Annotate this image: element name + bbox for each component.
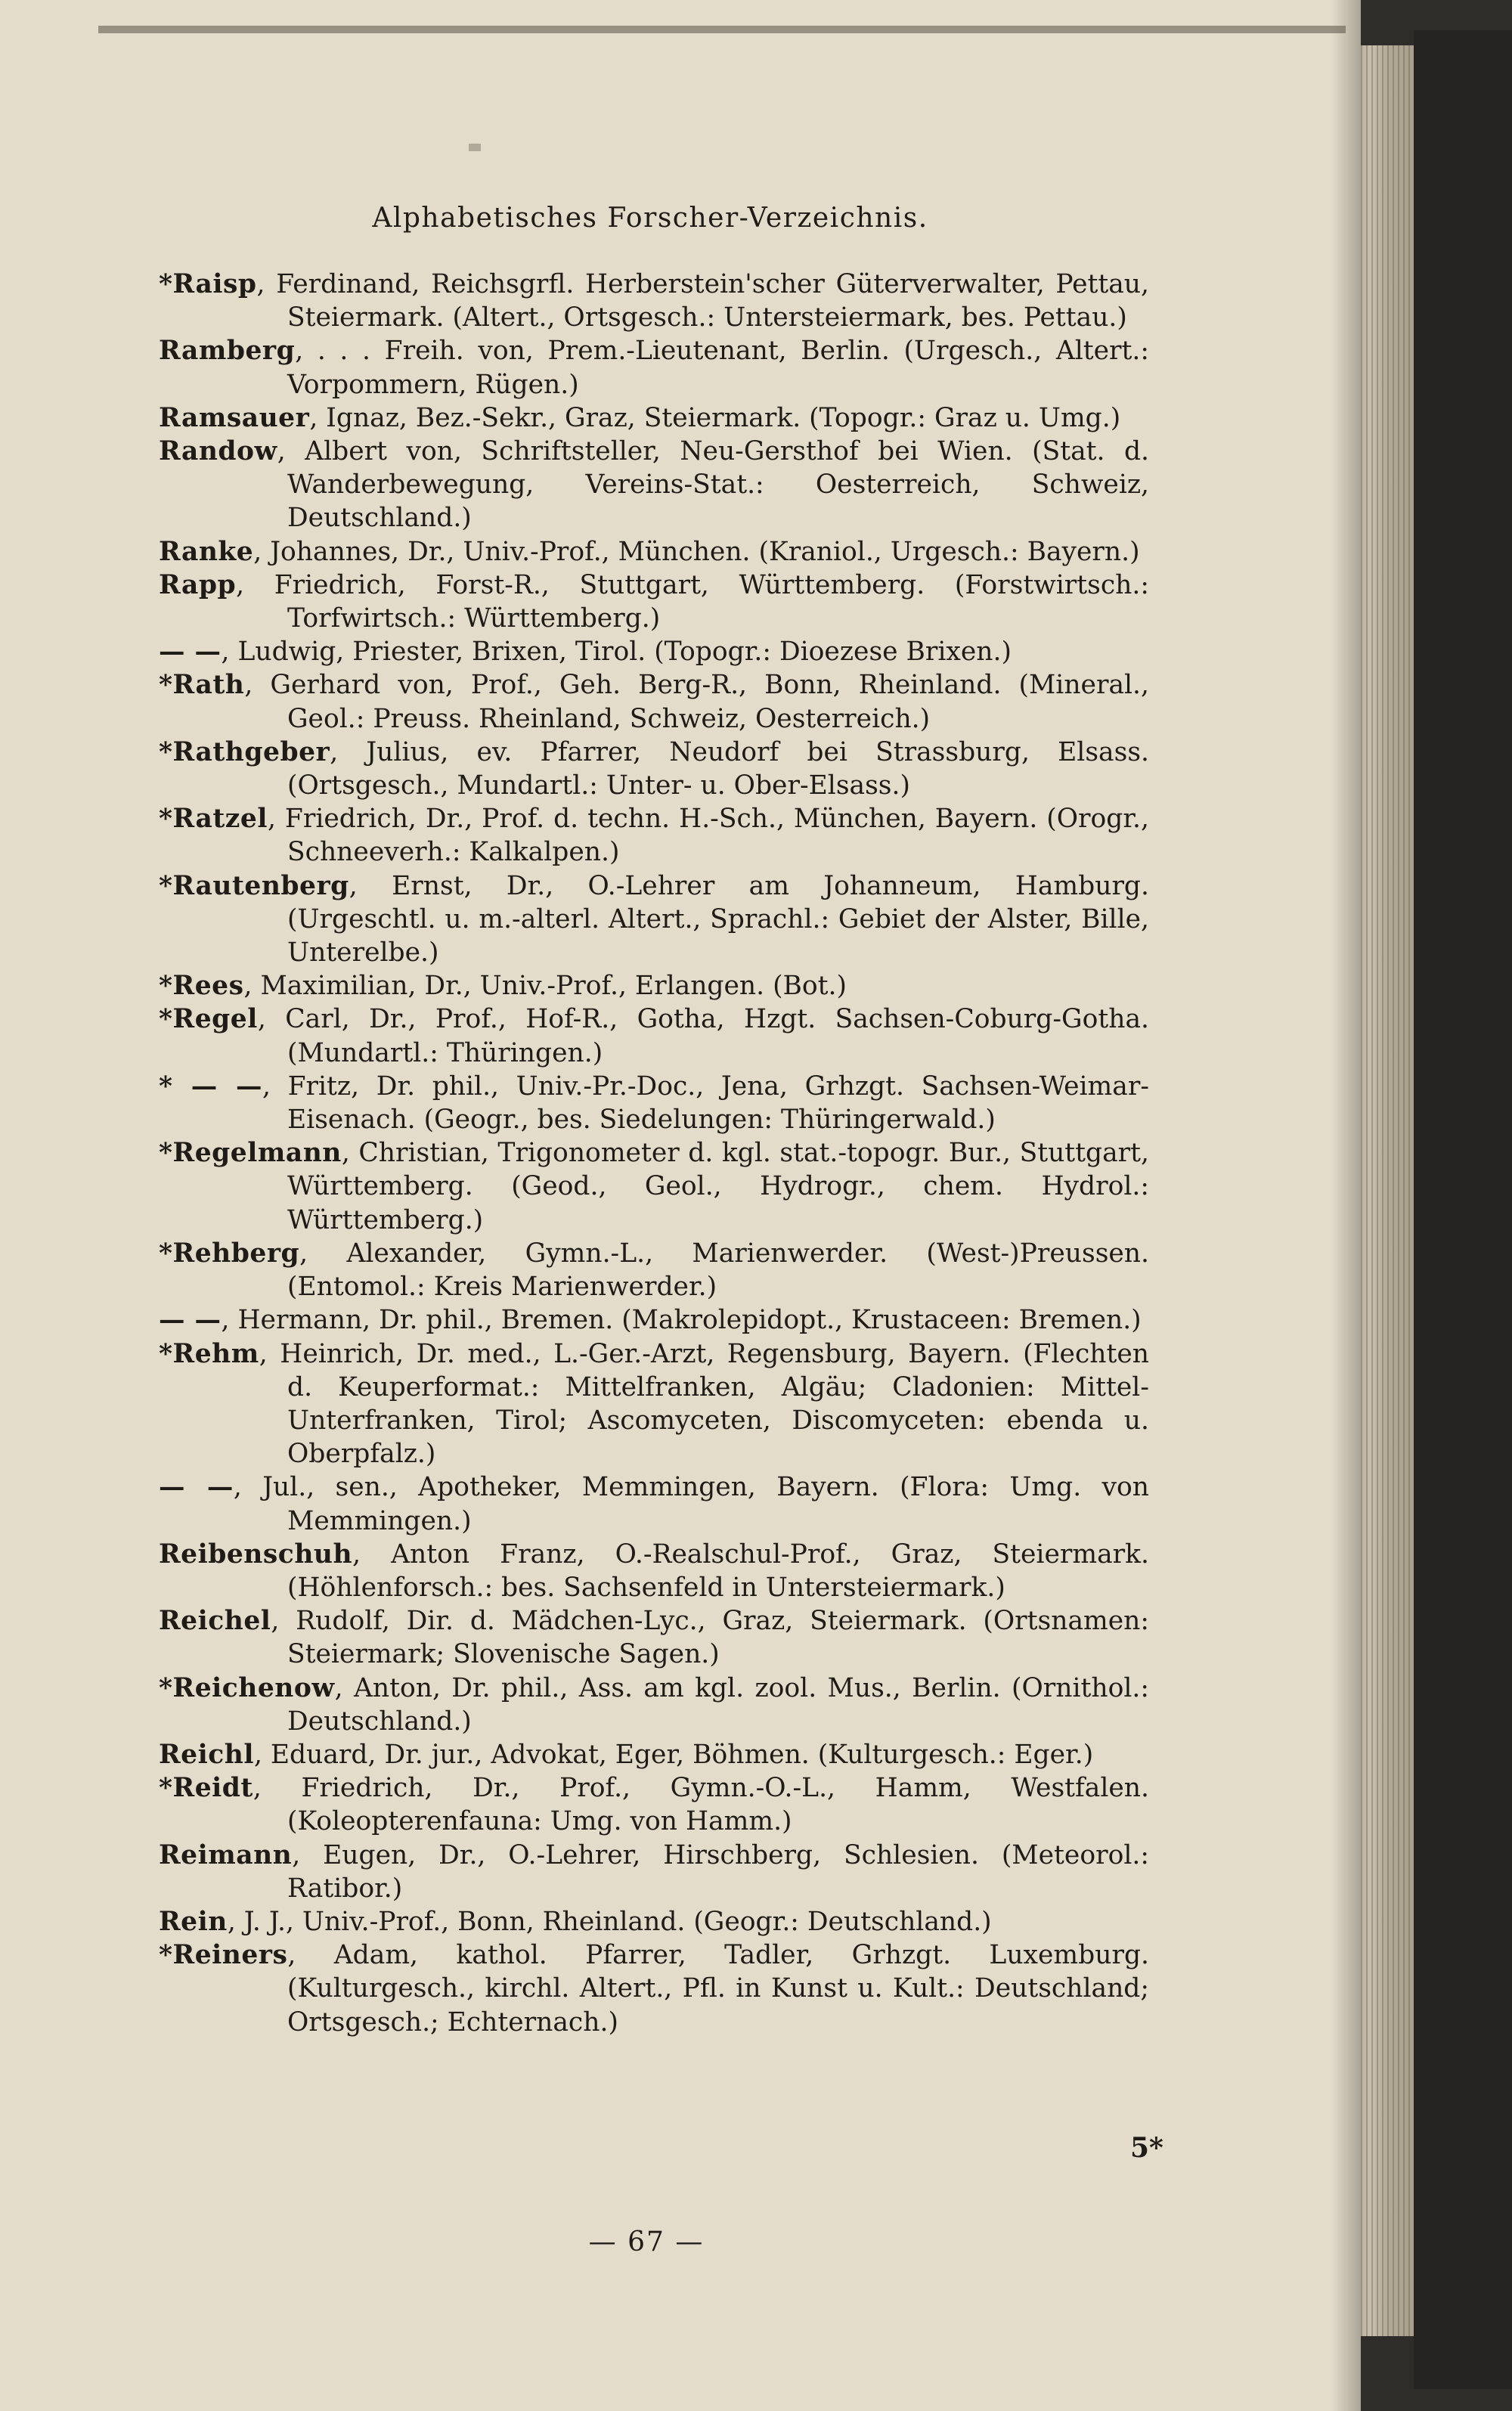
page-number: — 67 — [588,2227,705,2258]
book-cover-edge [1414,30,1512,2389]
entry-name: — — [159,637,222,668]
entry-text: , Christian, Trigonometer d. kgl. stat.-topogr. Bur., Stuttgart, Württemberg. (Geod., Geol., Hydrogr., chem. Hydrol.: Württemberg.) [287,1138,1149,1235]
entry-text: , Rudolf, Dir. d. Mädchen-Lyc., Graz, Steiermark. (Ortsnamen: Steiermark; Slovenische Sagen.) [271,1606,1149,1670]
entry-text: , Friedrich, Dr., Prof. d. techn. H.-Sch., München, Bayern. (Orogr., Schneeverh.: Kalkalpen.) [267,804,1149,868]
list-item [159,435,1149,535]
list-item [159,736,1149,802]
list-item [159,1738,1149,1771]
entry-name: *Rath [159,670,245,701]
entry-name: *Reiners [159,1940,288,1971]
entry-name: *Reichenow [159,1672,335,1703]
entry-name: *Regel [159,1004,258,1035]
entry-text: , Gerhard von, Prof., Geh. Berg-R., Bonn, Rheinland. (Mineral., Geol.: Preuss. Rheinland, Schweiz, Oesterreich.) [244,670,1149,734]
list-item [159,635,1149,668]
list-item [159,668,1149,735]
list-item [159,401,1149,435]
entry-name: Ramsauer [159,402,310,433]
entry-name: *Rehberg [159,1238,300,1269]
entry-name: Rapp [159,569,237,600]
entry-text: , Ferdinand, Reichsgrfl. Herberstein'scher Güterverwalter, Pettau, Steiermark. (Altert., Ortsgesch.: Untersteiermark, bes. Pettau.) [256,269,1149,333]
entry-text: , Carl, Dr., Prof., Hof-R., Gotha, Hzgt. Sachsen-Coburg-Gotha. (Mundartl.: Thüringen.) [257,1004,1149,1068]
entry-list [159,268,1149,2039]
list-item [159,1237,1149,1303]
entry-text: , J. J., Univ.-Prof., Bonn, Rheinland. (Geogr.: Deutschland.) [227,1906,992,1937]
entry-text: , . . . Freih. von, Prem.-Lieutenant, Berlin. (Urgesch., Altert.: Vorpommern, Rügen.) [287,336,1149,400]
entry-name: *Rehm [159,1338,259,1369]
entry-text: , Eugen, Dr., O.-Lehrer, Hirschberg, Schlesien. (Meteorol.: Ratibor.) [287,1839,1149,1904]
top-rule [98,26,1346,33]
list-item [159,569,1149,635]
entry-name: *Rees [159,971,244,1002]
entry-text: , Eduard, Dr. jur., Advokat, Eger, Böhmen. (Kulturgesch.: Eger.) [253,1739,1094,1770]
entry-text: , Anton, Dr. phil., Ass. am kgl. zool. Mus., Berlin. (Ornithol.: Deutschland.) [287,1672,1149,1737]
list-item [159,1136,1149,1237]
entry-name: Reimann [159,1839,293,1870]
list-item [159,1003,1149,1069]
entry-text: , Alexander, Gymn.-L., Marienwerder. (West-)Preussen. (Entomol.: Kreis Marienwerder.) [287,1238,1149,1303]
entry-name: *Ratzel [159,804,268,835]
list-item [159,1070,1149,1136]
list-item [159,1538,1149,1604]
signature-mark: 5* [1130,2132,1163,2164]
list-item [159,1938,1149,2039]
entry-name: *Rathgeber [159,736,330,767]
list-item [159,1771,1149,1838]
entry-text: , Julius, ev. Pfarrer, Neudorf bei Strassburg, Elsass. (Ortsgesch., Mundartl.: Unter- u. Ober-Elsass.) [287,736,1149,801]
entry-text: , Fritz, Dr. phil., Univ.-Pr.-Doc., Jena, Grhzgt. Sachsen-Weimar-Eisenach. (Geogr., bes. Siedelungen: Thüringerwald.) [262,1071,1149,1136]
page-stack-lines [1361,45,1414,2336]
entry-text: , Heinrich, Dr. med., L.-Ger.-Arzt, Regensburg, Bayern. (Flechten d. Keuperformat.: Mittelfranken, Algäu; Cladonien: Mittel-Unterfranken, Tirol; Ascomyceten, Discomyceten: ebenda u. Oberpfalz.) [259,1338,1149,1470]
entry-text: , Johannes, Dr., Univ.-Prof., München. (Kraniol., Urgesch.: Bayern.) [253,536,1140,567]
entry-name: Randow [159,436,277,467]
list-item [159,1470,1149,1537]
entry-name: Reichel [159,1606,271,1637]
entry-text: , Friedrich, Dr., Prof., Gymn.-O.-L., Hamm, Westfalen. (Koleopterenfauna: Umg. von Hamm.) [253,1773,1149,1837]
list-item [159,1905,1149,1938]
entry-name: Rein [159,1906,228,1937]
page-title: Alphabetisches Forscher-Verzeichnis. [372,203,928,234]
entry-name: Reichl [159,1739,254,1770]
entry-text: , Hermann, Dr. phil., Bremen. (Makrolepidopt., Krustaceen: Bremen.) [221,1305,1142,1336]
entry-text: , Ignaz, Bez.-Sekr., Graz, Steiermark. (Topogr.: Graz u. Umg.) [309,402,1121,433]
entry-name: Ramberg [159,336,296,367]
ink-mark [469,144,481,151]
entry-name: *Rautenberg [159,870,349,901]
entry-name: — — [159,1472,234,1503]
entry-name: — — [159,1305,222,1336]
entry-name: *Reidt [159,1773,253,1804]
entry-text: , Ernst, Dr., O.-Lehrer am Johanneum, Hamburg. (Urgeschtl. u. m.-alterl. Altert., Sprachl.: Gebiet der Alster, Bille, Unterelbe.) [287,870,1149,968]
entry-name: Ranke [159,536,254,567]
entry-name: Reibenschuh [159,1539,353,1570]
list-item [159,1672,1149,1738]
list-item [159,334,1149,401]
entry-text: , Ludwig, Priester, Brixen, Tirol. (Topogr.: Dioezese Brixen.) [221,637,1012,668]
entry-name: *Raisp [159,269,257,299]
gutter-shadow [1331,0,1361,2411]
list-item [159,969,1149,1003]
list-item [159,268,1149,334]
entry-text: , Anton Franz, O.-Realschul-Prof., Graz, Steiermark. (Höhlenforsch.: bes. Sachsenfeld in Untersteiermark.) [287,1539,1149,1603]
list-item [159,535,1149,569]
entry-text: , Maximilian, Dr., Univ.-Prof., Erlangen. (Bot.) [243,971,847,1002]
entry-text: , Jul., sen., Apotheker, Memmingen, Bayern. (Flora: Umg. von Memmingen.) [233,1472,1149,1536]
list-item [159,1337,1149,1471]
list-item [159,802,1149,869]
entry-name: *Regelmann [159,1138,342,1169]
list-item [159,1604,1149,1671]
list-item [159,1839,1149,1905]
entry-text: , Friedrich, Forst-R., Stuttgart, Württemberg. (Forstwirtsch.: Torfwirtsch.: Württemberg.) [236,569,1149,634]
list-item [159,869,1149,970]
entry-text: , Albert von, Schriftsteller, Neu-Gersthof bei Wien. (Stat. d. Wanderbewegung, Vereins-Stat.: Oesterreich, Schweiz, Deutschland.) [277,436,1149,534]
list-item [159,1303,1149,1337]
entry-text: , Adam, kathol. Pfarrer, Tadler, Grhzgt. Luxemburg. (Kulturgesch., kirchl. Altert., Pfl. in Kunst u. Kult.: Deutschland; Ortsgesch.; Echternach.) [287,1940,1149,2038]
entry-name: * — — [159,1071,262,1102]
